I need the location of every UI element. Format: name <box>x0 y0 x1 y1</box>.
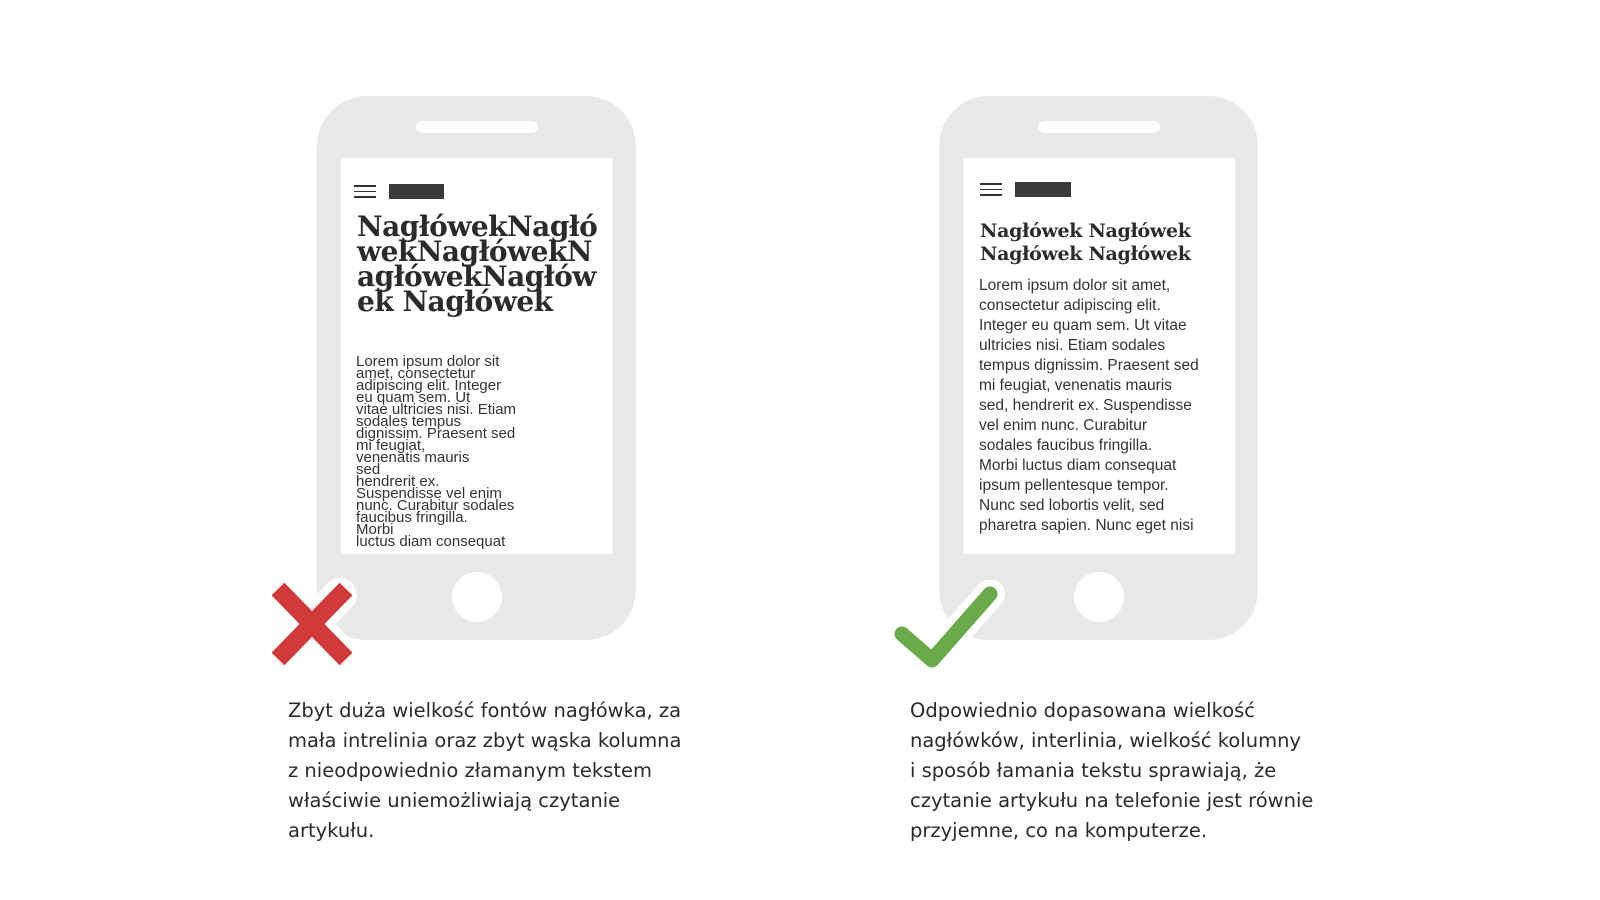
body-line: ipsum pellentesque tempor. <box>979 477 1169 494</box>
hamburger-menu-icon <box>980 183 1002 196</box>
body-line: eu quam sem. Ut <box>356 389 471 406</box>
article-body-good <box>979 276 1225 536</box>
body-line: hendrerit ex. <box>356 473 440 490</box>
caption-line: przyjemne, co na komputerze. <box>910 819 1208 842</box>
caption-line: Zbyt duża wielkość fontów nagłówka, za <box>288 699 682 722</box>
body-line: sodales faucibus fringilla. <box>979 437 1153 454</box>
caption-bad <box>288 696 708 846</box>
phone-good-example <box>939 96 1258 640</box>
caption-line: właściwie uniemożliwiają czytanie <box>288 789 621 812</box>
caption-line: Odpowiednio dopasowana wielkość <box>910 699 1256 722</box>
hamburger-menu-icon <box>354 185 376 198</box>
body-line: venenatis mauris <box>356 449 470 466</box>
body-line: pharetra sapien. Nunc eget nisi <box>979 517 1194 534</box>
logo-placeholder <box>389 184 444 199</box>
caption-line: czytanie artykułu na telefonie jest równie <box>910 789 1314 812</box>
headline-line: Nagłówek Nagłówek <box>980 220 1191 242</box>
checkmark-icon <box>890 580 1010 680</box>
article-headline-bad: NagłówekNagłówekNagłówekNagłówekNagłówek Nagłówek <box>357 210 598 318</box>
body-line: Suspendisse vel enim <box>356 485 502 502</box>
body-line: Integer eu quam sem. Ut vitae <box>979 317 1187 334</box>
caption-line: nagłówków, interlinia, wielkość kolumny <box>910 729 1301 752</box>
body-line: nunc. Curabitur sodales <box>356 497 515 514</box>
headline-line: Nagłówek Nagłówek <box>980 243 1191 265</box>
logo-placeholder <box>1015 182 1071 197</box>
phone-screen <box>963 158 1235 554</box>
body-line: consectetur adipiscing elit. <box>979 297 1161 314</box>
body-line: faucibus fringilla. <box>356 509 468 526</box>
body-line: Nunc sed lobortis velit, sed <box>979 497 1165 514</box>
body-line: tempus dignissim. Praesent sed <box>979 357 1199 374</box>
phone-home-button <box>1074 572 1124 622</box>
body-line: vel enim nunc. Curabitur <box>979 417 1147 434</box>
phone-screen <box>341 158 613 554</box>
body-line: sed <box>356 461 381 478</box>
body-line: Morbi <box>356 521 394 538</box>
caption-line: artykułu. <box>288 819 375 842</box>
body-line: mi feugiat, <box>356 437 426 454</box>
body-line: luctus diam consequat <box>356 533 506 550</box>
body-line: Lorem ipsum dolor sit amet, <box>979 277 1171 294</box>
phone-bad-example <box>317 96 636 640</box>
phone-home-button <box>452 572 502 622</box>
phone-speaker <box>1038 121 1160 133</box>
cross-icon <box>262 575 362 675</box>
body-line: ultricies nisi. Etiam sodales <box>979 337 1166 354</box>
caption-good <box>910 696 1330 846</box>
body-line: Lorem ipsum dolor sit <box>356 353 500 370</box>
article-headline-good <box>980 220 1225 266</box>
body-line: vitae ultricies nisi. Etiam <box>356 401 517 418</box>
caption-line: i sposób łamania tekstu sprawiają, że <box>910 759 1277 782</box>
body-line: dignissim. Praesent sed <box>356 425 516 442</box>
caption-line: z nieodpowiednio złamanym tekstem <box>288 759 652 782</box>
body-line: amet, consectetur <box>356 365 476 382</box>
article-body-bad <box>356 353 542 550</box>
body-line: adipiscing elit. Integer <box>356 377 502 394</box>
caption-line: mała intrelinia oraz zbyt wąska kolumna <box>288 729 682 752</box>
body-line: mi feugiat, venenatis mauris <box>979 377 1172 394</box>
phone-speaker <box>416 121 538 133</box>
body-line: sodales tempus <box>356 413 462 430</box>
body-line: sed, hendrerit ex. Suspendisse <box>979 397 1192 414</box>
body-line: Morbi luctus diam consequat <box>979 457 1177 474</box>
